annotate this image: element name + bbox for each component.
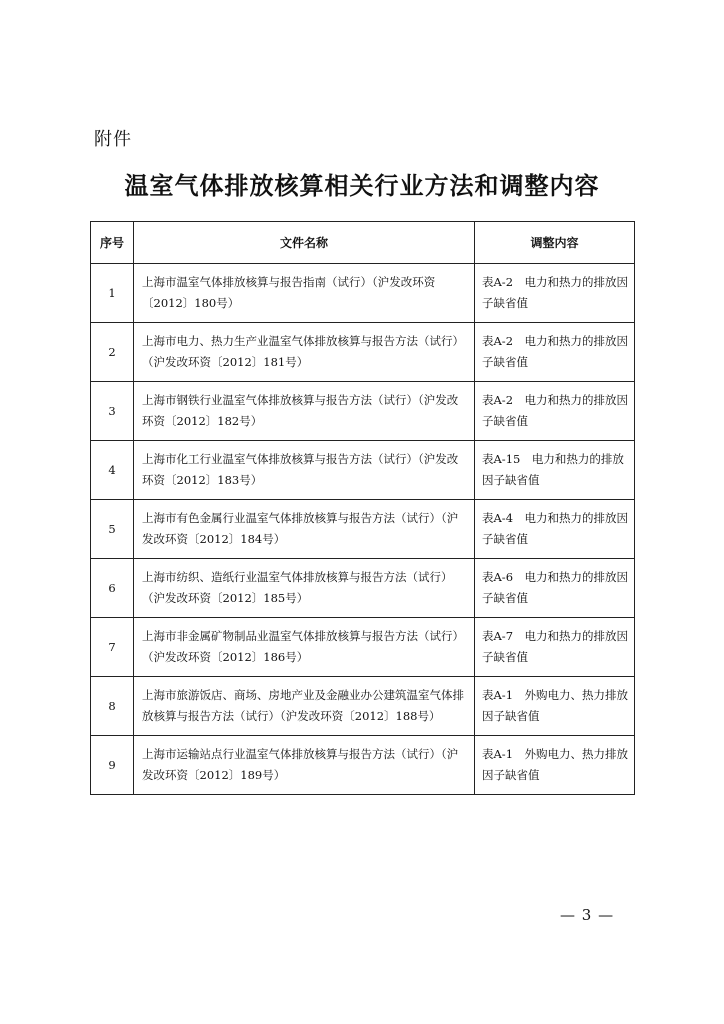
row-adjustment: 表A-1 外购电力、热力排放因子缺省值 (475, 677, 635, 736)
page-number: — 3 — (560, 906, 615, 924)
table-row (91, 441, 635, 500)
table-row (91, 618, 635, 677)
row-number: 3 (91, 382, 134, 441)
document-title: 温室气体排放核算相关行业方法和调整内容 (124, 171, 600, 200)
table-row (91, 500, 635, 559)
row-adjustment: 表A-2 电力和热力的排放因子缺省值 (475, 323, 635, 382)
row-number: 4 (91, 441, 134, 500)
row-number: 2 (91, 323, 134, 382)
table-row (91, 323, 635, 382)
row-number: 6 (91, 559, 134, 618)
table-row (91, 559, 635, 618)
row-adjustment: 表A-15 电力和热力的排放因子缺省值 (475, 441, 635, 500)
row-file-name: 上海市有色金属行业温室气体排放核算与报告方法（试行）（沪发改环资〔2012〕184号） (134, 500, 475, 559)
row-adjustment: 表A-6 电力和热力的排放因子缺省值 (475, 559, 635, 618)
row-file-name: 上海市钢铁行业温室气体排放核算与报告方法（试行）（沪发改环资〔2012〕182号） (134, 382, 475, 441)
row-adjustment: 表A-2 电力和热力的排放因子缺省值 (475, 264, 635, 323)
row-number: 8 (91, 677, 134, 736)
table-header-row (91, 222, 635, 264)
header-file-name: 文件名称 (134, 222, 475, 264)
row-number: 7 (91, 618, 134, 677)
row-file-name: 上海市非金属矿物制品业温室气体排放核算与报告方法（试行）（沪发改环资〔2012〕186号） (134, 618, 475, 677)
table-row (91, 736, 635, 795)
table-row (91, 677, 635, 736)
table-row (91, 382, 635, 441)
row-number: 9 (91, 736, 134, 795)
attachment-label: 附件 (94, 129, 132, 150)
row-adjustment: 表A-7 电力和热力的排放因子缺省值 (475, 618, 635, 677)
row-number: 1 (91, 264, 134, 323)
row-file-name: 上海市化工行业温室气体排放核算与报告方法（试行）（沪发改环资〔2012〕183号） (134, 441, 475, 500)
header-adjustment: 调整内容 (475, 222, 635, 264)
table-row (91, 264, 635, 323)
row-adjustment: 表A-2 电力和热力的排放因子缺省值 (475, 382, 635, 441)
row-adjustment: 表A-4 电力和热力的排放因子缺省值 (475, 500, 635, 559)
row-file-name: 上海市旅游饭店、商场、房地产业及金融业办公建筑温室气体排放核算与报告方法（试行）（沪发改环资〔2012〕188号） (134, 677, 475, 736)
row-adjustment: 表A-1 外购电力、热力排放因子缺省值 (475, 736, 635, 795)
row-number: 5 (91, 500, 134, 559)
header-no: 序号 (91, 222, 134, 264)
adjustment-table (90, 221, 635, 795)
row-file-name: 上海市电力、热力生产业温室气体排放核算与报告方法（试行）（沪发改环资〔2012〕181号） (134, 323, 475, 382)
row-file-name: 上海市纺织、造纸行业温室气体排放核算与报告方法（试行）（沪发改环资〔2012〕185号） (134, 559, 475, 618)
row-file-name: 上海市运输站点行业温室气体排放核算与报告方法（试行）（沪发改环资〔2012〕189号） (134, 736, 475, 795)
row-file-name: 上海市温室气体排放核算与报告指南（试行）（沪发改环资〔2012〕180号） (134, 264, 475, 323)
